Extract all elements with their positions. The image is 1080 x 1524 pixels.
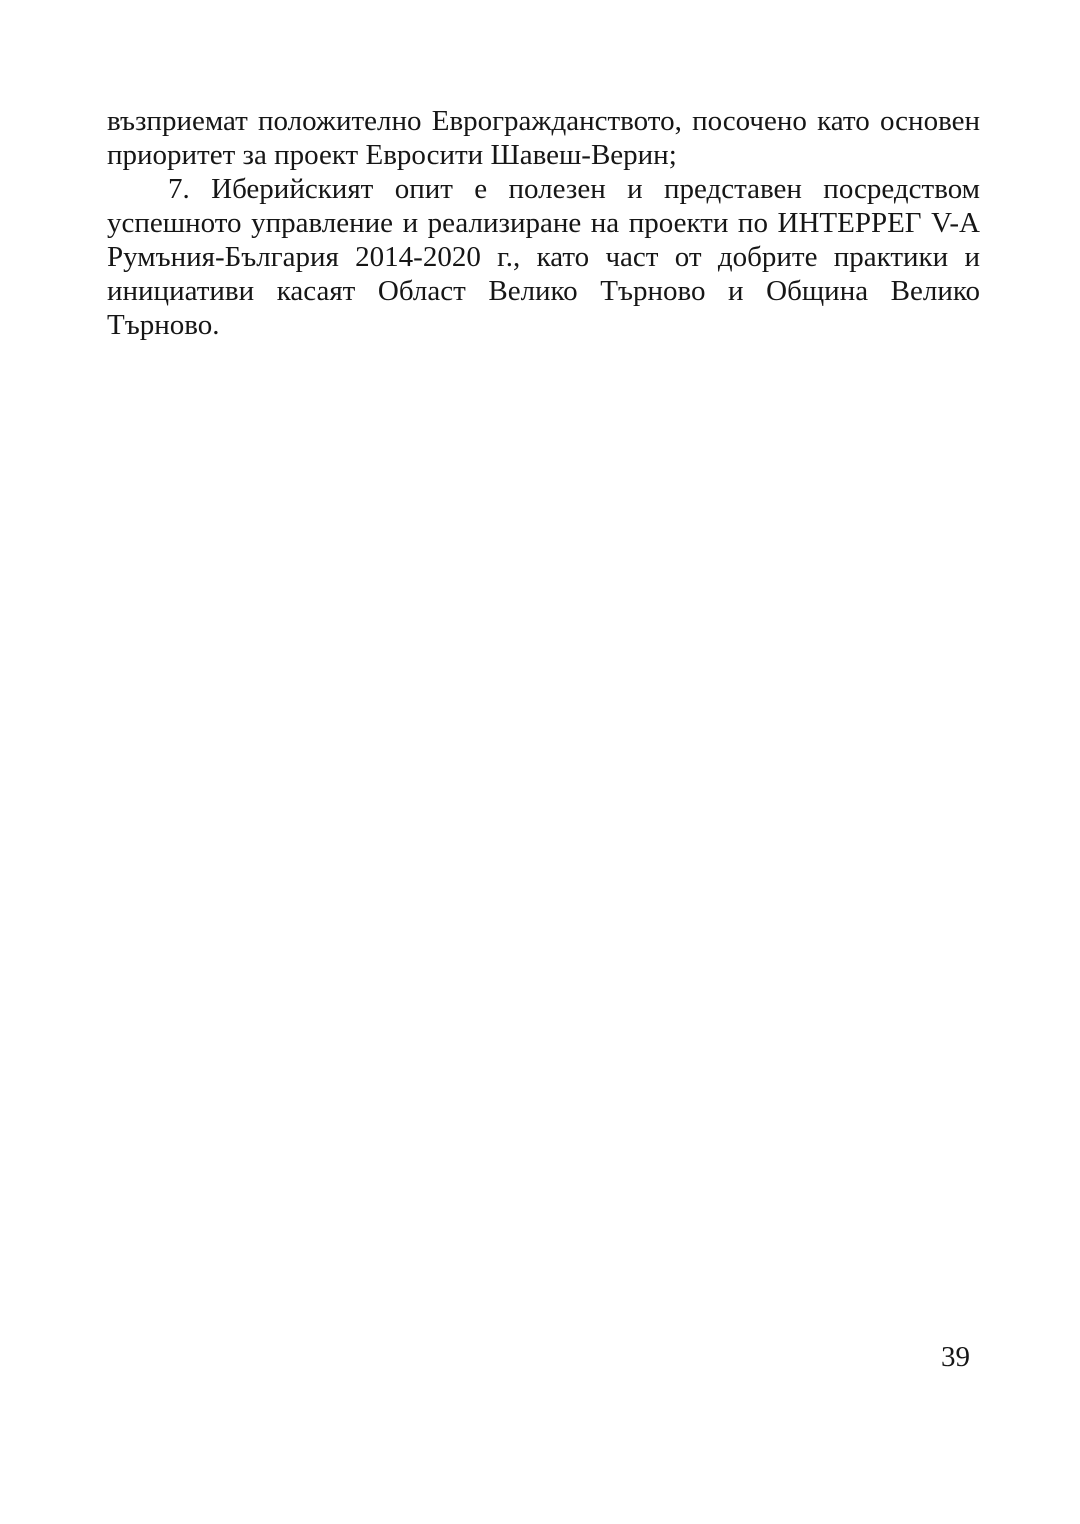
body-text xyxy=(107,104,980,342)
paragraph-item-7 xyxy=(107,172,980,342)
text-line: инициативи касаят Област Велико Търново и Община Велико xyxy=(107,275,980,307)
text-line: приоритет за проект Евросити Шавеш-Верин; xyxy=(107,139,677,171)
text-line: успешното управление и реализиране на проекти по ИНТЕРРЕГ V-A xyxy=(107,207,980,239)
text-line: Търново. xyxy=(107,309,220,341)
paragraph-continuation xyxy=(107,104,980,172)
text-line: 7. Иберийският опит е полезен и представен посредством xyxy=(168,173,980,205)
text-line: Румъния-България 2014-2020 г., като част от добрите практики и xyxy=(107,241,980,273)
page-number: 39 xyxy=(941,1341,970,1373)
text-line: възприемат положително Еврогражданството, посочено като основен xyxy=(107,105,980,137)
